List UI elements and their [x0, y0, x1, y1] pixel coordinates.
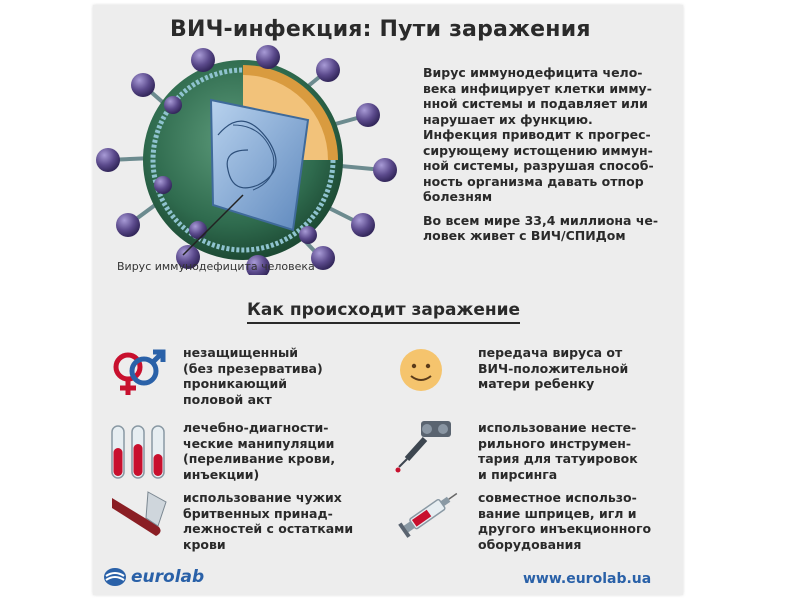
- way-medical-text: лечебно-диагности- ческие манипуляции (переливание крови, инъекции): [183, 420, 336, 482]
- intro-text: [423, 65, 678, 252]
- footer-brand: eurolab: [131, 567, 205, 587]
- virus-image: [93, 45, 423, 275]
- intro-paragraph-1: Вирус иммунодефицита чело- века инфицирует клетки имму- нной системы и подавляет или нарушает их функцию. Инфекция приводит к прогрес- сирующему истощению иммун- ной системы, разрушая способ- ность организма давать отпор болезням: [423, 65, 654, 204]
- page-title: ВИЧ-инфекция: Пути заражения: [170, 17, 591, 42]
- footer-url-link[interactable]: www.eurolab.ua: [523, 571, 652, 587]
- section-title: Как происходит заражение: [247, 300, 520, 324]
- eurolab-logo-icon: [103, 567, 127, 587]
- tattoo-machine-icon: [393, 415, 463, 475]
- way-tattoo-text: использование несте- рильного инструмен- тария для татуировок и пирсинга: [478, 420, 638, 482]
- way-mother-to-child-text: передача вируса от ВИЧ-положительной матери ребенку: [478, 345, 629, 391]
- syringe-icon: [393, 485, 465, 541]
- gender-symbols-icon: [108, 345, 168, 400]
- footer-logo[interactable]: [103, 567, 204, 587]
- intro-paragraph-2: Во всем мире 33,4 миллиона че- ловек живет с ВИЧ/СПИДом: [423, 212, 659, 243]
- baby-face-icon: [393, 345, 453, 395]
- razor-icon: [108, 488, 170, 544]
- infographic-sheet: [93, 5, 683, 595]
- way-sexual-text: незащищенный (без презерватива) проникающий половой акт: [183, 345, 323, 407]
- virus-illustration: [93, 45, 423, 275]
- virus-caption: Вирус иммунодефицита человека: [117, 260, 315, 273]
- way-razor-text: использование чужих бритвенных принад- лежностей с остатками крови: [183, 490, 354, 552]
- blood-tubes-icon: [108, 420, 170, 482]
- way-syringe-text: совместное использо- вание шприцев, игл и другого инъекционного оборудования: [478, 490, 652, 552]
